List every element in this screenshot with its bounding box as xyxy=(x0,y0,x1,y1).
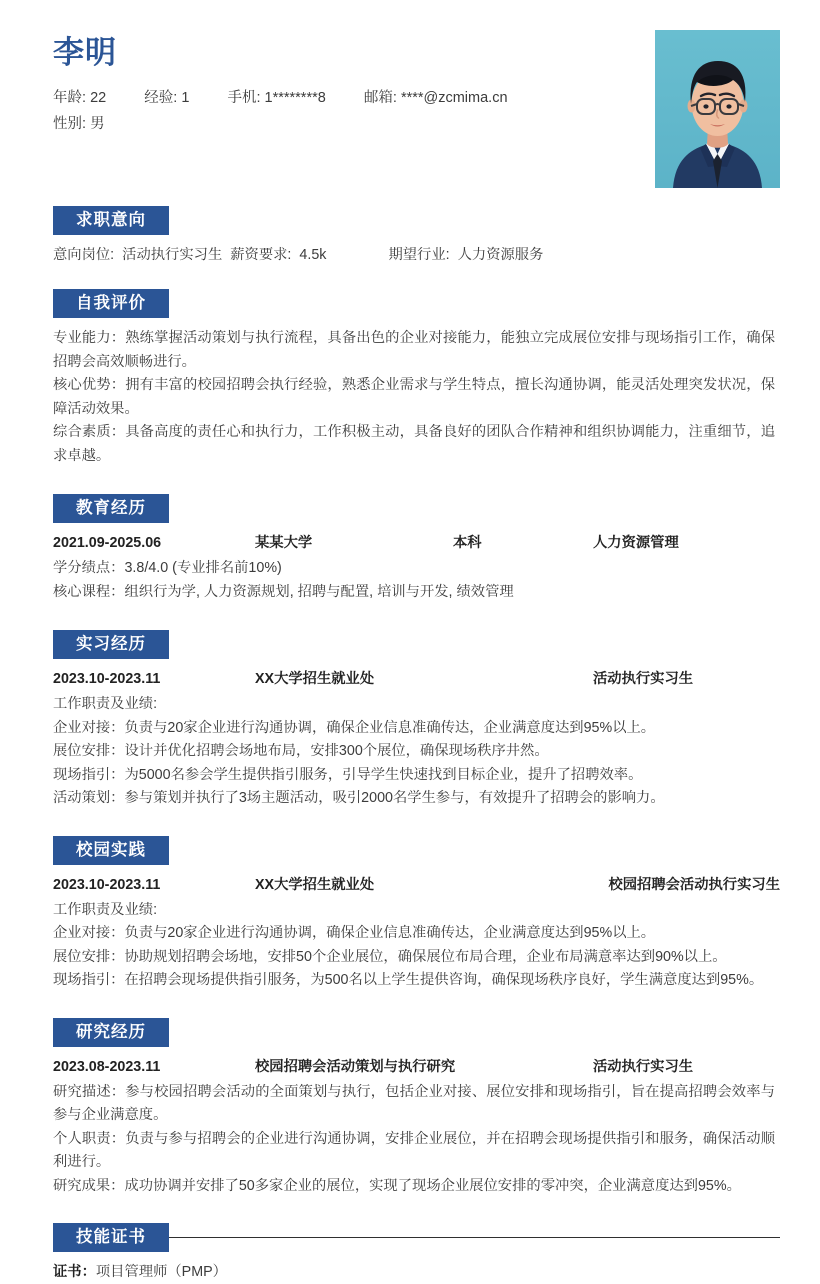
research-details xyxy=(53,1081,780,1199)
section-self-evaluation xyxy=(40,289,780,468)
paragraph: 综合素质：具备高度的责任心和执行力，工作积极主动，具备良好的团队合作精神和组织协调能力，注重细节，追求卓越。 xyxy=(53,424,775,464)
age-field xyxy=(53,85,106,111)
certificate-value: 项目管理师（PMP） xyxy=(95,1264,227,1280)
section-title-objective: 求职意向 xyxy=(53,206,169,235)
research-date: 2023.08-2023.11 xyxy=(53,1058,161,1075)
paragraph: 核心优势：拥有丰富的校园招聘会执行经验，熟悉企业需求与学生特点，擅长沟通协调，能灵活处理突发状况，保障活动效果。 xyxy=(53,377,775,417)
detail-line: 核心课程：组织行为学, 人力资源规划, 招聘与配置, 培训与开发, 绩效管理 xyxy=(53,583,514,600)
detail-line: 工作职责及业绩: xyxy=(53,696,158,712)
detail-line: 研究描述：参与校园招聘会活动的全面策划与执行，包括企业对接、展位安排和现场指引，旨在提高招聘会效率与参与企业满意度。 xyxy=(53,1083,775,1123)
paragraph: 专业能力：熟练掌握活动策划与执行流程，具备出色的企业对接能力，能独立完成展位安排与现场指引工作，确保招聘会高效顺畅进行。 xyxy=(53,330,775,370)
position-label: 意向岗位: xyxy=(53,247,115,263)
experience-field xyxy=(144,85,189,111)
section-internship xyxy=(40,630,780,811)
section-header xyxy=(40,206,780,235)
section-title-internship: 实习经历 xyxy=(53,630,169,659)
experience-label: 经验: xyxy=(144,90,178,107)
detail-line: 工作职责及业绩: xyxy=(53,901,158,918)
section-objective xyxy=(40,206,780,267)
photo-illustration xyxy=(655,30,780,188)
detail-line: 现场指引：为5000名参会学生提供指引服务，引导学生快速找到目标企业，提升了招聘效率。 xyxy=(53,766,643,783)
industry-value: 人力资源服务 xyxy=(457,247,544,263)
internship-details xyxy=(53,693,780,811)
internship-entry-row xyxy=(53,668,780,691)
salary-label: 薪资要求: xyxy=(230,247,292,263)
detail-line: 活动策划：参与策划并执行了3场主题活动，吸引2000名学生参与，有效提升了招聘会的影响力。 xyxy=(53,790,665,806)
resume-header xyxy=(40,0,780,190)
section-header xyxy=(40,494,780,523)
education-entry-row xyxy=(53,532,780,555)
education-details xyxy=(53,557,780,604)
section-title-self-evaluation: 自我评价 xyxy=(53,289,169,318)
gender-value: 男 xyxy=(90,116,105,133)
section-header xyxy=(40,630,780,659)
research-topic: 校园招聘会活动策划与执行研究 xyxy=(255,1058,456,1075)
section-header xyxy=(40,289,780,318)
section-title-skills: 技能证书 xyxy=(53,1223,169,1252)
campus-entry-row xyxy=(53,874,780,897)
industry-label: 期望行业: xyxy=(388,247,450,263)
education-degree: 本科 xyxy=(453,535,482,551)
section-campus-practice xyxy=(40,836,780,993)
education-date: 2021.09-2025.06 xyxy=(53,535,162,551)
email-value: ****@zcmima.cn xyxy=(400,90,508,107)
certificate-label: 证书： xyxy=(53,1264,96,1280)
detail-line: 展位安排：协助规划招聘会场地，安排50个企业展位，确保展位布局合理，企业布局满意率达到90%以上。 xyxy=(53,948,727,965)
section-header xyxy=(40,836,780,865)
internship-date: 2023.10-2023.11 xyxy=(53,671,161,687)
detail-line: 个人职责：负责与参与招聘会的企业进行沟通协调，安排企业展位，并在招聘会现场提供指引和服务，确保活动顺利进行。 xyxy=(53,1130,775,1170)
detail-line: 展位安排：设计并优化招聘会场地布局，安排300个展位，确保现场秩序井然。 xyxy=(53,743,549,759)
age-label: 年龄: xyxy=(53,90,87,107)
position-value: 活动执行实习生 xyxy=(122,247,223,263)
detail-line: 企业对接：负责与20家企业进行沟通协调，确保企业信息准确传达，企业满意度达到95%以上。 xyxy=(53,925,656,941)
phone-value: 1********8 xyxy=(264,90,326,107)
detail-line: 现场指引：在招聘会现场提供指引服务，为500名以上学生提供咨询，确保现场秩序良好，学生满意度达到95%。 xyxy=(53,972,764,988)
internship-org: XX大学招生就业处 xyxy=(255,671,375,687)
section-education xyxy=(40,494,780,604)
education-major: 人力资源管理 xyxy=(593,535,679,551)
section-title-research: 研究经历 xyxy=(53,1018,169,1047)
section-header xyxy=(40,1223,780,1252)
section-header xyxy=(40,1018,780,1047)
campus-org: XX大学招生就业处 xyxy=(255,876,375,893)
section-title-campus-practice: 校园实践 xyxy=(53,836,169,865)
candidate-photo xyxy=(655,30,780,188)
section-research xyxy=(40,1018,780,1199)
gender-field xyxy=(53,111,105,137)
detail-line: 企业对接：负责与20家企业进行沟通协调，确保企业信息准确传达，企业满意度达到95%以上。 xyxy=(53,719,656,736)
objective-fields xyxy=(53,244,780,267)
campus-date: 2023.10-2023.11 xyxy=(53,876,161,893)
education-school: 某某大学 xyxy=(255,535,313,551)
research-entry-row xyxy=(53,1056,780,1079)
campus-role: 校园招聘会活动执行实习生 xyxy=(608,876,780,893)
detail-line: 学分绩点：3.8/4.0 (专业排名前10%) xyxy=(53,560,282,576)
email-field xyxy=(364,85,508,111)
certificate-line xyxy=(53,1261,780,1284)
research-role: 活动执行实习生 xyxy=(593,1058,694,1075)
candidate-name: 李明 xyxy=(53,35,117,70)
gender-label: 性别: xyxy=(53,116,87,133)
self-evaluation-body xyxy=(53,327,780,468)
experience-value: 1 xyxy=(181,90,190,107)
section-skills-certificates xyxy=(40,1223,780,1284)
age-value: 22 xyxy=(90,90,107,107)
salary-value: 4.5k xyxy=(299,247,327,263)
detail-line: 研究成果：成功协调并安排了50多家企业的展位，实现了现场企业展位安排的零冲突，企业满意度达到95%。 xyxy=(53,1177,741,1194)
section-title-education: 教育经历 xyxy=(53,494,169,523)
internship-role: 活动执行实习生 xyxy=(593,671,694,687)
email-label: 邮箱: xyxy=(363,90,397,107)
campus-details xyxy=(53,899,780,993)
phone-field xyxy=(227,85,325,111)
phone-label: 手机: xyxy=(227,90,261,107)
